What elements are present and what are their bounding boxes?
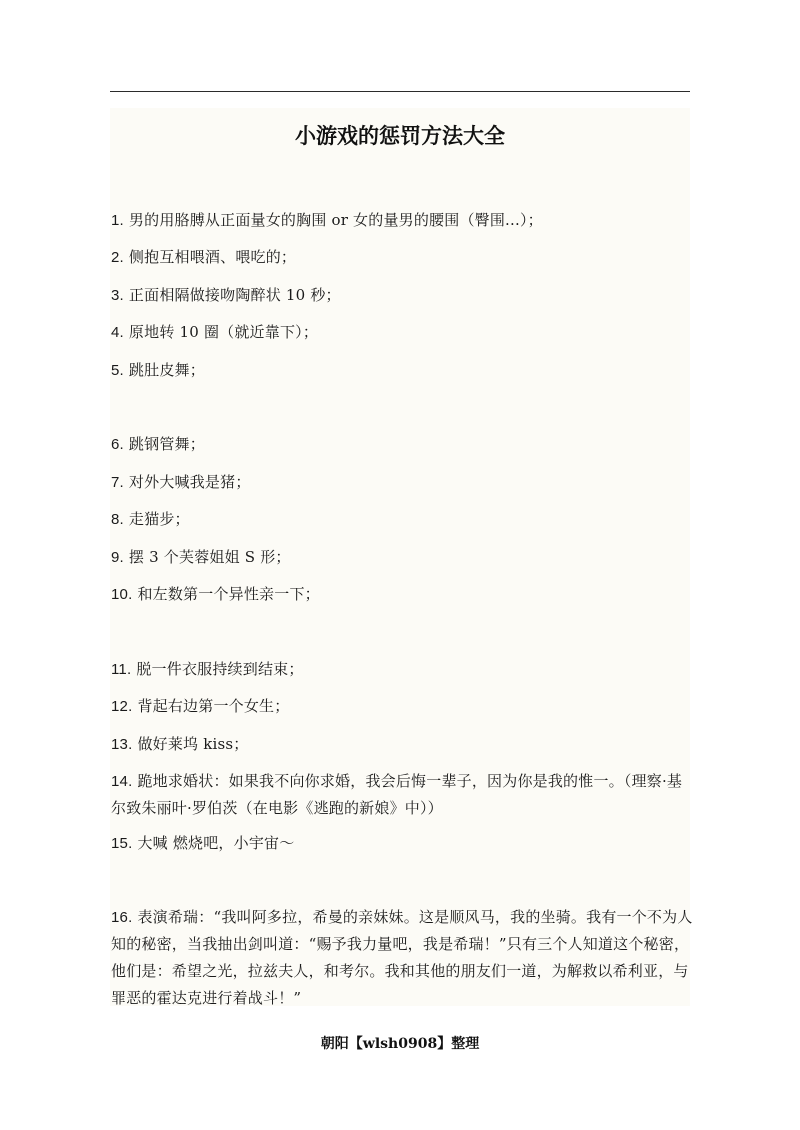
footer-credit: 朝阳【wlsh0908】整理 (320, 1036, 480, 1052)
list-item: 5. 跳肚皮舞； (111, 361, 205, 379)
list-item: 13. 做好莱坞 kiss； (111, 735, 249, 753)
list-item: 16. 表演希瑞：“我叫阿多拉，希曼的亲妹妹。这是顺风马，我的坐骑。我有一个不为人知的秘密，当我抽出剑叫道：“赐予我力量吧，我是希瑞！”只有三个人知道这个秘密，他们是：希望之光，拉兹夫人，和考尔。我和其他的朋友们一道，为解救以希利亚，与罪恶的霍达克进行着战斗！” (111, 908, 693, 1007)
list-item: 14. 跪地求婚状：如果我不向你求婚，我会后悔一辈子，因为你是我的惟一。（理察·基尔致朱丽叶·罗伯茨（在电影《逃跑的新娘》中）） (111, 772, 683, 817)
list-item: 1. 男的用胳膊从正面量女的胸围 or 女的量男的腰围（臀围...）； (111, 211, 543, 229)
list-item: 9. 摆 3 个芙蓉姐姐 S 形； (111, 548, 291, 566)
list-item: 3. 正面相隔做接吻陶醉状 10 秒； (111, 286, 341, 304)
list-item: 4. 原地转 10 圈（就近靠下）； (111, 323, 319, 341)
list-item: 11. 脱一件衣服持续到结束； (111, 660, 304, 678)
list-item: 10. 和左数第一个异性亲一下； (111, 585, 320, 603)
list-item: 6. 跳钢管舞； (111, 435, 205, 453)
list-item: 8. 走猫步； (111, 510, 190, 528)
list-item: 15. 大喊 燃烧吧，小宇宙～ (111, 834, 295, 852)
document-title: 小游戏的惩罚方法大全 (295, 124, 505, 148)
list-item: 2. 侧抱互相喂酒、喂吃的； (111, 248, 297, 266)
header-rule (110, 91, 690, 92)
list-item: 12. 背起右边第一个女生； (111, 697, 290, 715)
list-item: 7. 对外大喊我是猪； (111, 473, 251, 491)
